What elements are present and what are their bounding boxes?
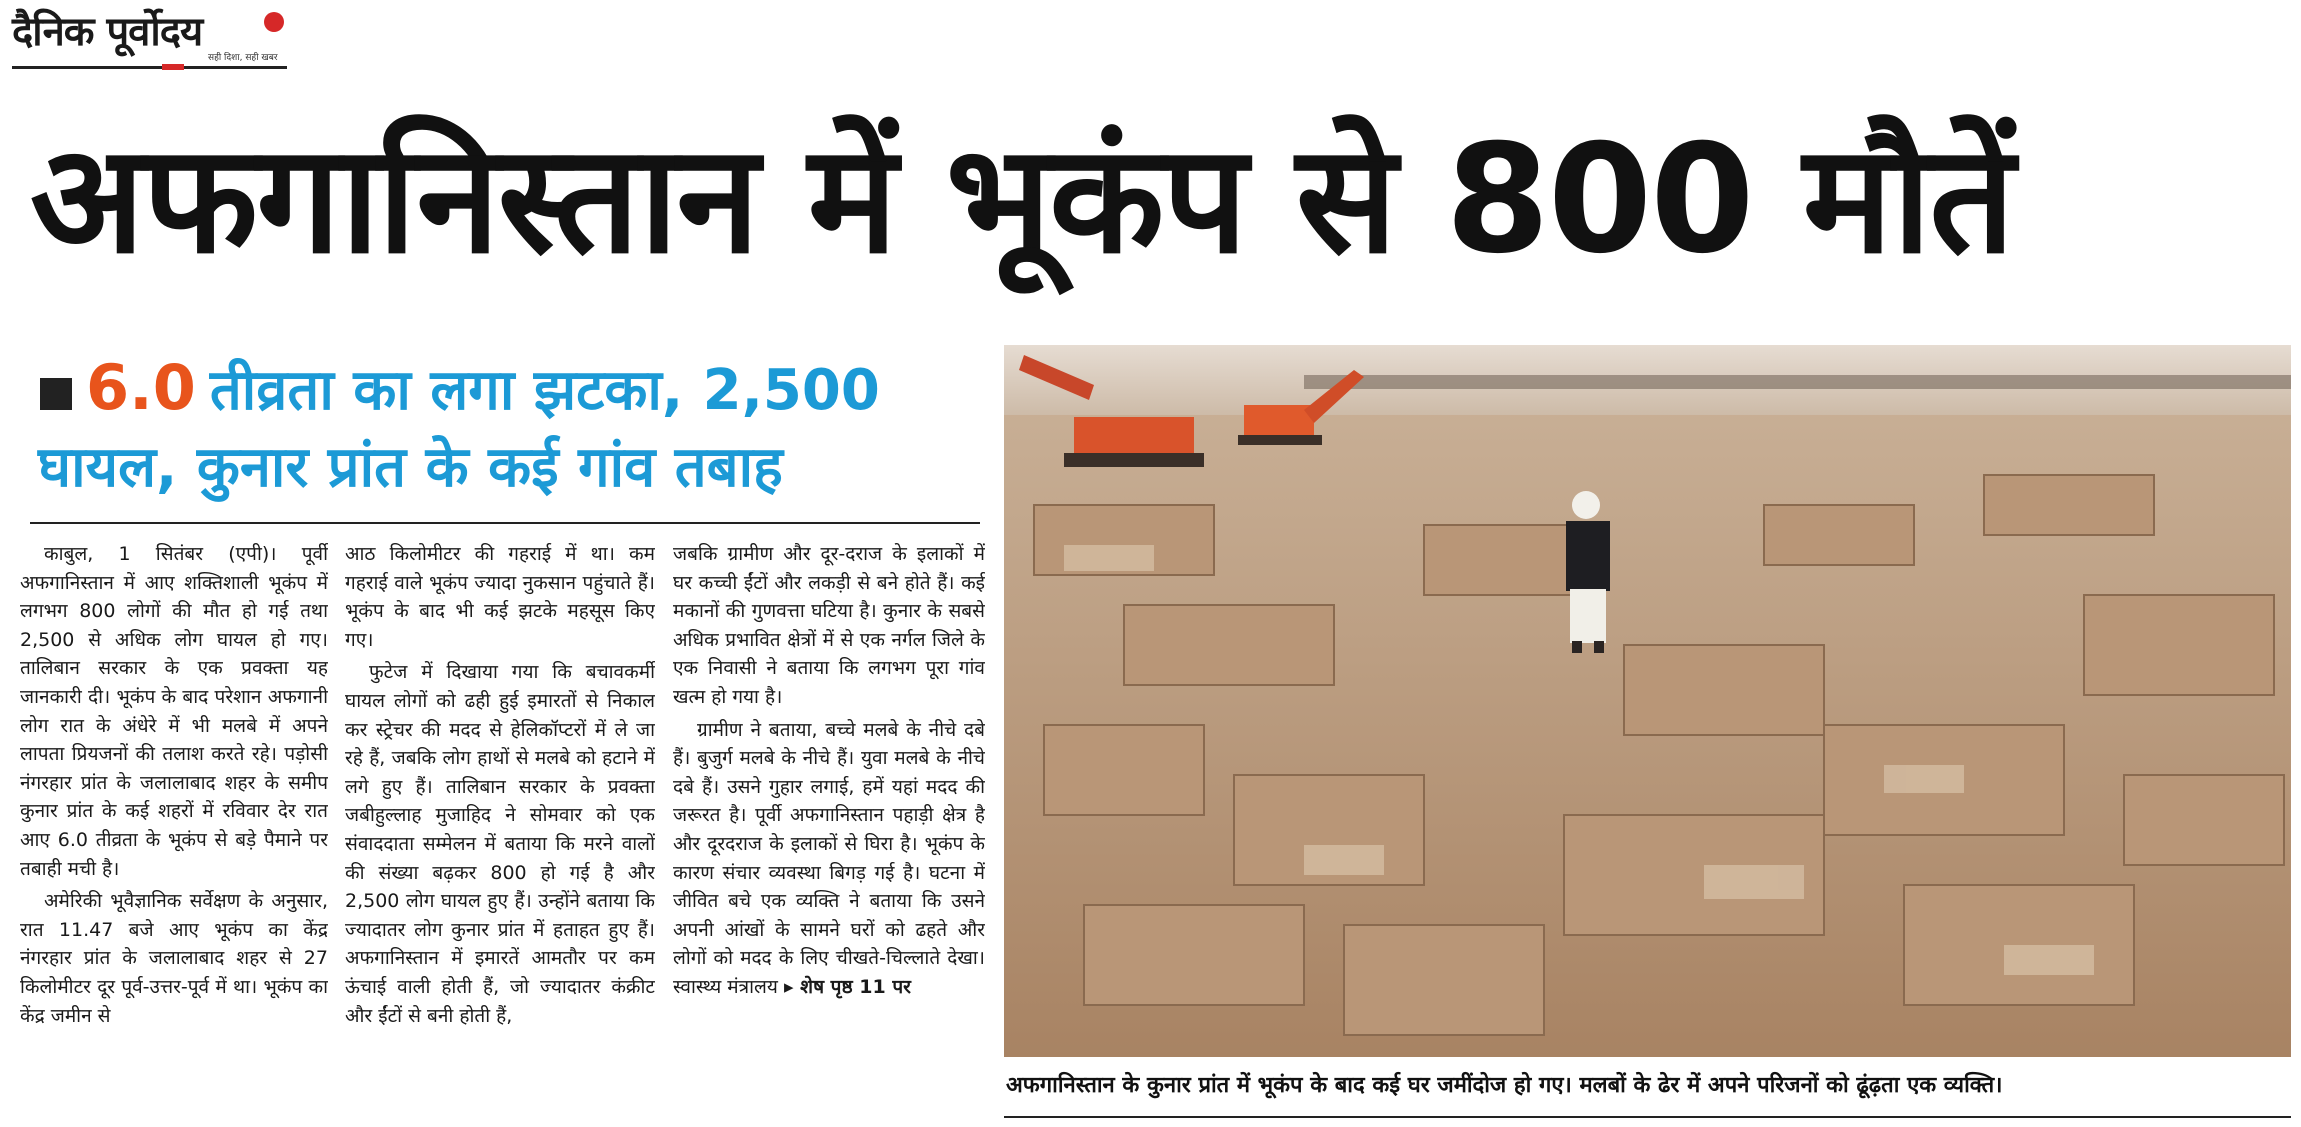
masthead-red-accent — [162, 64, 184, 70]
continued-on-page-link[interactable]: ▸ शेष पृष्ठ 11 पर — [784, 975, 911, 998]
photo-caption: अफगानिस्तान के कुनार प्रांत में भूकंप के बाद कई घर जमींदोज हो गए। मलबों के ढेर में अपने परिजनों को ढूंढ़ता एक व्यक्ति। — [1006, 1073, 2003, 1098]
earthquake-rubble-photo — [1004, 345, 2291, 1057]
article-paragraph: जबकि ग्रामीण और दूर-दराज के इलाकों में घर कच्ची ईंटों और लकड़ी से बने होते हैं। कई मकानों की गुणवत्ता घटिया है। कुनार के सबसे अधिक प्रभावित क्षेत्रों में से एक नर्गल जिले के एक निवासी ने बताया कि लगभग पूरा गांव खत्म हो गया है। — [673, 543, 985, 708]
magnitude-figure: 6.0 — [86, 351, 196, 424]
article-column-2 — [345, 540, 655, 1120]
article-paragraph: अमेरिकी भूवैज्ञानिक सर्वेक्षण के अनुसार, रात 11.47 बजे आए भूकंप का केंद्र नंगरहार प्रांत के जलालाबाद शहर से 27 किलोमीटर दूर पूर्व-उत्तर-पूर्व में था। भूकंप का केंद्र जमीन से — [20, 890, 328, 1027]
subheadline-line-1-text: तीव्रता का लगा झटका, 2,500 — [209, 358, 880, 423]
subheadline-divider — [30, 522, 980, 524]
subheadline-line-1 — [40, 352, 990, 424]
article-column-1 — [20, 540, 328, 1120]
bullet-square-icon — [40, 378, 72, 410]
masthead-logo — [12, 2, 287, 74]
caption-divider — [1004, 1116, 2291, 1118]
article-paragraph: आठ किलोमीटर की गहराई में था। कम गहराई वाले भूकंप ज्यादा नुकसान पहुंचाते हैं। भूकंप के बाद भी कई झटके महसूस किए गए। — [345, 543, 655, 651]
subheadline-line-2: घायल, कुनार प्रांत के कई गांव तबाह — [38, 435, 783, 500]
article-paragraph — [673, 716, 985, 1002]
logo-red-dot-icon — [264, 12, 284, 32]
masthead-underline — [12, 66, 287, 69]
article-column-3 — [673, 540, 985, 1120]
newspaper-tagline: सही दिशा, सही खबर — [208, 53, 278, 63]
article-paragraph: फुटेज में दिखाया गया कि बचावकर्मी घायल लोगों को ढही हुई इमारतों से निकाल कर स्ट्रेचर की मदद से हेलिकॉप्टरों में ले जा रहे हैं, जबकि लोग हाथों से मलबे को हटाने में लगे हुए हैं। तालिबान सरकार के प्रवक्ता जबीहुल्लाह मुजाहिद ने सोमवार को एक संवाददाता सम्मेलन में बताया कि मरने वालों की संख्या बढ़कर 800 हो गई है और 2,500 लोग घायल हुए हैं। उन्होंने बताया कि ज्यादातर लोग कुनार प्रांत में हताहत हुए हैं। अफगानिस्तान में इमारतें आमतौर पर कम ऊंचाई वाली होती हैं, जो ज्यादातर कंक्रीट और ईंटों से बनी होती हैं, — [345, 661, 655, 1027]
article-paragraph-text: ग्रामीण ने बताया, बच्चे मलबे के नीचे दबे हैं। बुजुर्ग मलबे के नीचे हैं। युवा मलबे के नीचे दबे हैं। उसने गुहार लगाई, हमें यहां मदद की जरूरत है। पूर्वी अफगानिस्तान पहाड़ी क्षेत्र है और दूरदराज के इलाकों से घिरा है। भूकंप के कारण संचार व्यवस्था बिगड़ गई है। घटना में जीवित बचे एक व्यक्ति ने बताया कि उसने अपनी आंखों के सामने घरों को ढहते और लोगों को मदद के लिए चीखते-चिल्लाते देखा। स्वास्थ्य मंत्रालय — [673, 718, 985, 998]
main-headline: अफगानिस्तान में भूकंप से 800 मौतें — [30, 113, 2013, 287]
newspaper-name: दैनिक पूर्वोदय — [12, 9, 203, 55]
photo-illustration — [1004, 345, 2291, 1057]
article-paragraph: काबुल, 1 सितंबर (एपी)। पूर्वी अफगानिस्तान में आए शक्तिशाली भूकंप में लगभग 800 लोगों की मौत हो गई तथा 2,500 से अधिक लोग घायल हो गए। तालिबान सरकार के एक प्रवक्ता यह जानकारी दी। भूकंप के बाद परेशान अफगानी लोग रात के अंधेरे में भी मलबे में अपने लापता प्रियजनों की तलाश करते रहे। पड़ोसी नंगरहार प्रांत के जलालाबाद शहर के समीप कुनार प्रांत के कई शहरों में रविवार देर रात आए 6.0 तीव्रता के भूकंप से बड़े पैमाने पर तबाही मची है। — [20, 543, 328, 880]
